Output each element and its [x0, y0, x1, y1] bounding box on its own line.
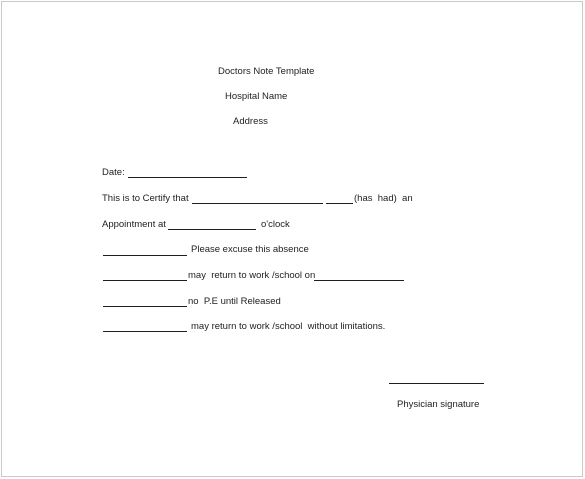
certify-suffix: (has had) an [354, 193, 413, 204]
document-title: Doctors Note Template [218, 66, 315, 77]
date-blank [128, 177, 247, 178]
appointment-suffix: o'clock [261, 219, 290, 230]
certify-blank-short [326, 203, 353, 204]
pe-blank [103, 306, 187, 307]
date-label: Date: [102, 167, 125, 178]
signature-line [389, 383, 484, 384]
appointment-text: Appointment at [102, 219, 166, 230]
no-limit-blank [103, 331, 187, 332]
pe-text: no P.E until Released [188, 296, 281, 307]
address: Address [233, 116, 268, 127]
document-page [1, 1, 583, 477]
return-text: may return to work /school on [188, 270, 316, 281]
excuse-blank [103, 255, 187, 256]
return-blank [103, 280, 187, 281]
hospital-name: Hospital Name [225, 91, 288, 102]
patient-name-blank [192, 203, 323, 204]
certify-text: This is to Certify that [102, 193, 189, 204]
excuse-text: Please excuse this absence [191, 244, 309, 255]
no-limit-text: may return to work /school without limitations. [191, 321, 386, 332]
appointment-time-blank [168, 229, 256, 230]
signature-label: Physician signature [397, 399, 480, 410]
return-date-blank [314, 280, 404, 281]
